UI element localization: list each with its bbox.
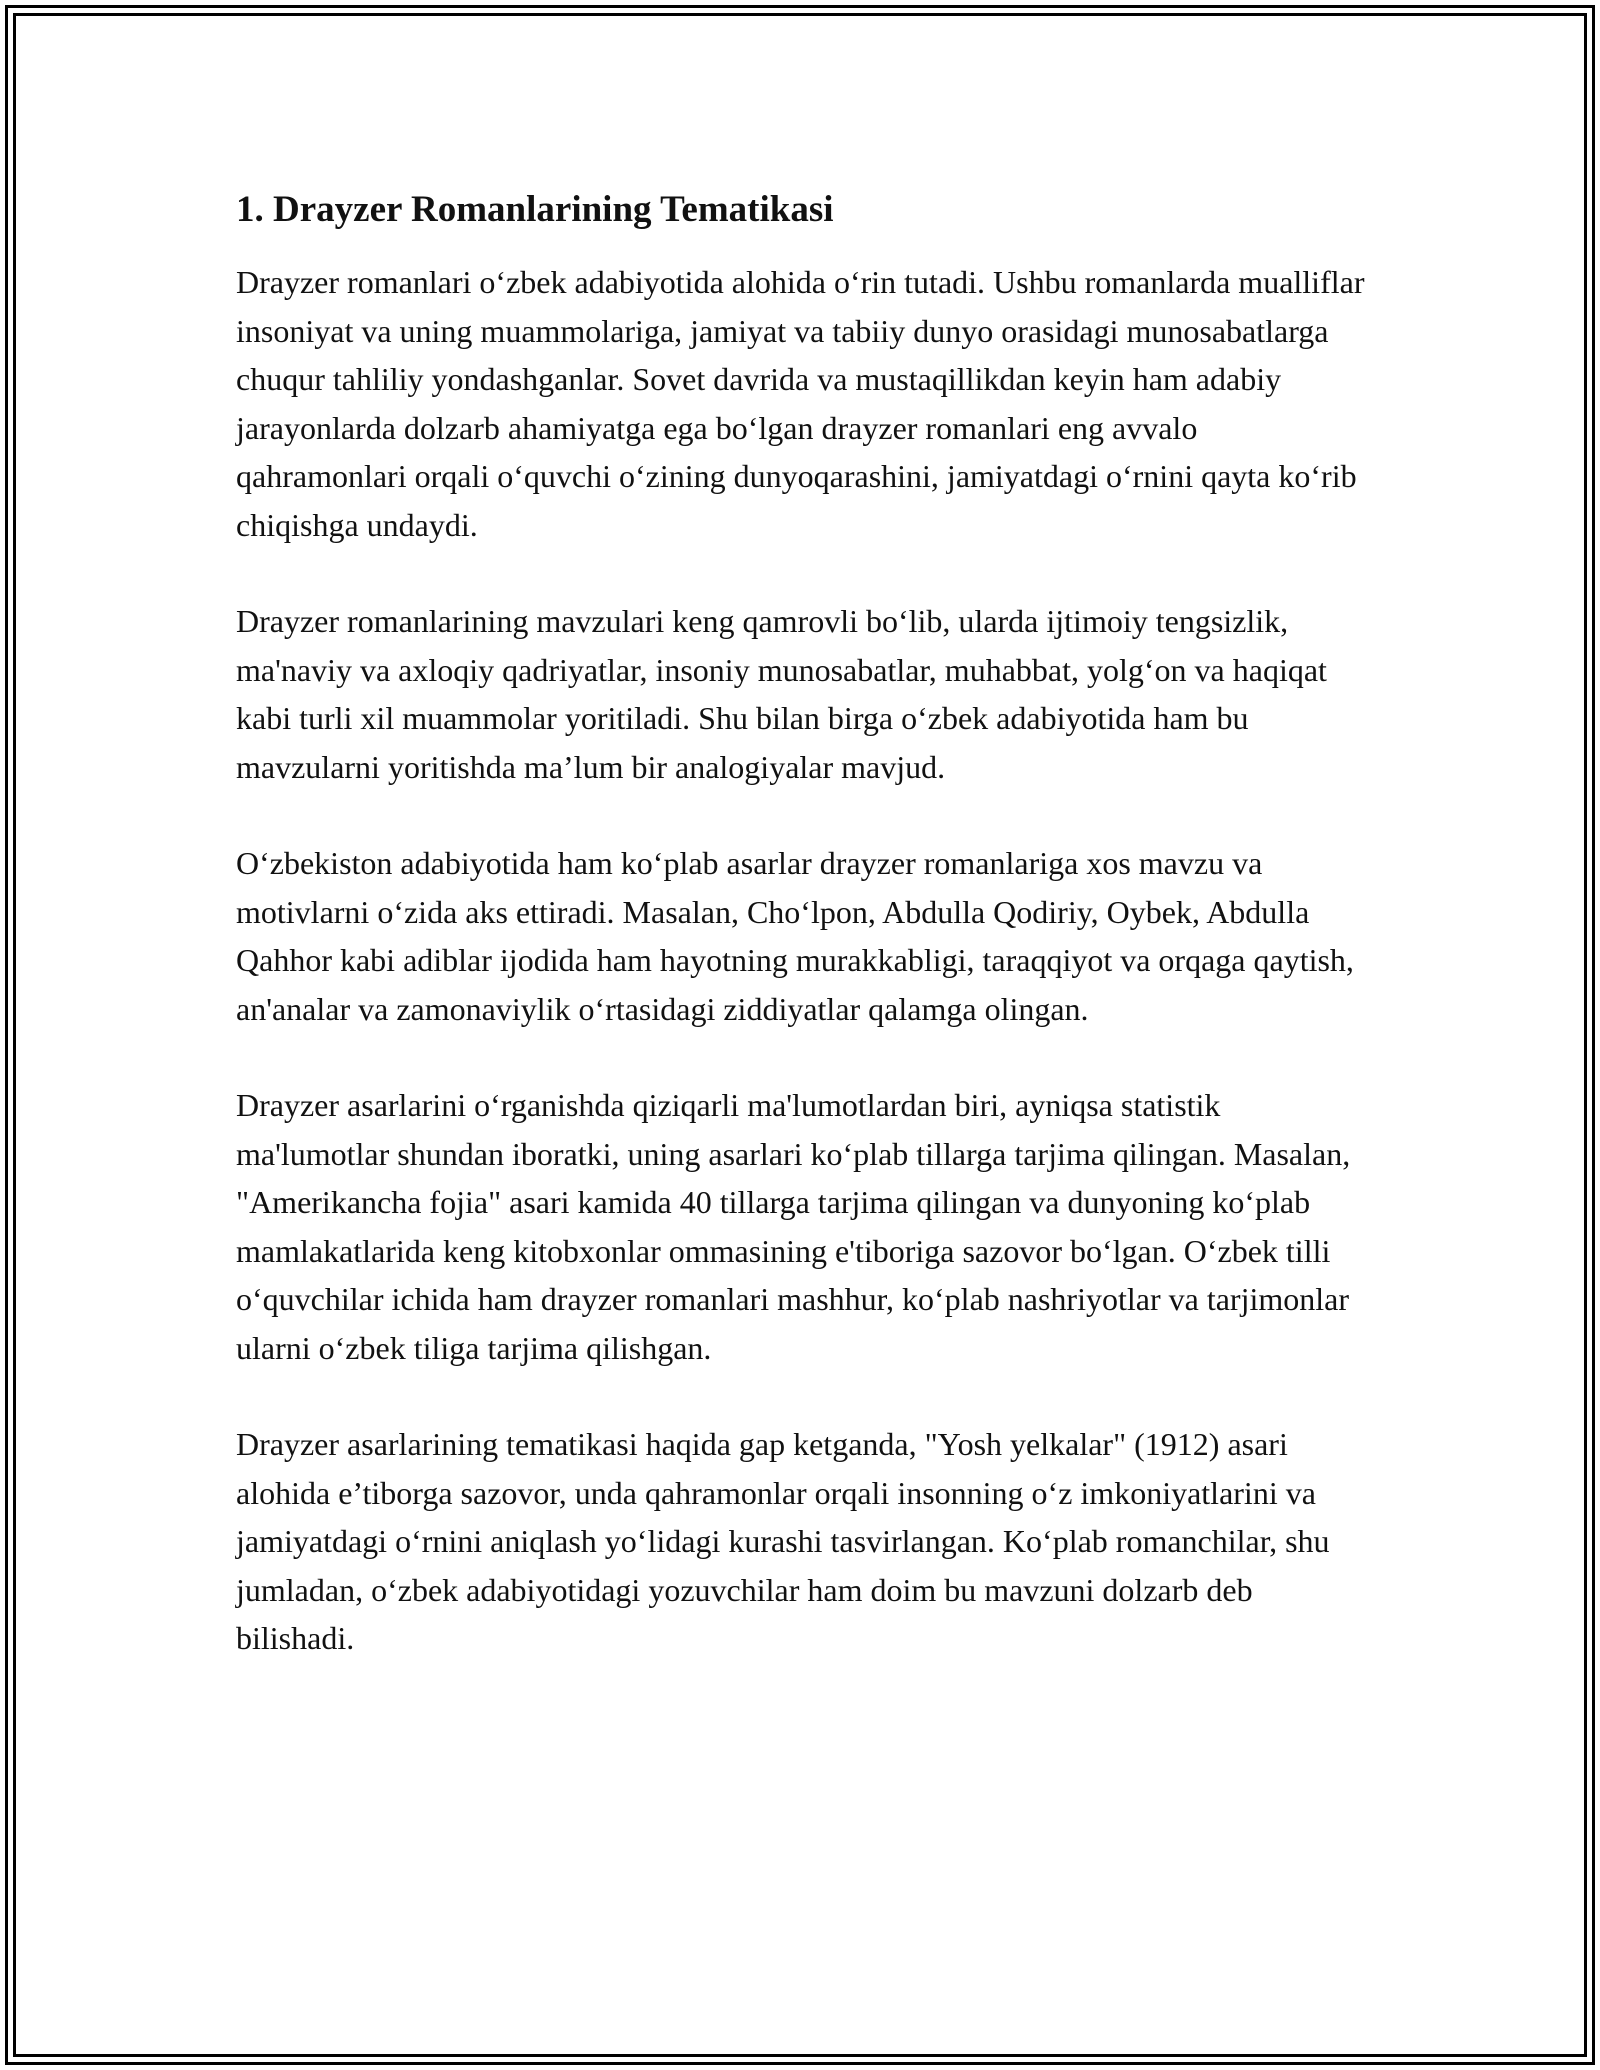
- paragraph-4: Drayzer asarlarini o‘rganishda qiziqarli ma'lumotlardan biri, ayniqsa statistik ma'lumotlar shundan iboratki, uning asarlari ko‘plab tillarga tarjima qilingan. Masalan, "Amerikancha fojia" asari kamida 40 tillarga tarjima qilingan va dunyoning ko‘plab mamlakatlarida keng kitobxonlar ommasining e'tiboriga sazovor bo‘lgan. O‘zbek tilli o‘quvchilar ichida ham drayzer romanlari mashhur, ko‘plab nashriyotlar va tarjimonlar ularni o‘zbek tiliga tarjima qilishgan.: [236, 1087, 1351, 1366]
- section-heading: 1. Drayzer Romanlarining Tematikasi: [236, 189, 834, 230]
- paragraph-1: Drayzer romanlari o‘zbek adabiyotida alohida o‘rin tutadi. Ushbu romanlarda mualliflar insoniyat va uning muammolariga, jamiyat va tabiiy dunyo orasidagi munosabatlarga chuqur tahliliy yondashganlar. Sovet davrida va mustaqillikdan keyin ham adabiy jarayonlarda dolzarb ahamiyatga ega bo‘lgan drayzer romanlari eng avvalo qahramonlari orqali o‘quvchi o‘zining dunyoqarashini, jamiyatdagi o‘rnini qayta ko‘rib chiqishga undaydi.: [236, 264, 1365, 543]
- paragraph-2: Drayzer romanlarining mavzulari keng qamrovli bo‘lib, ularda ijtimoiy tengsizlik, ma'naviy va axloqiy qadriyatlar, insoniy munosabatlar, muhabbat, yolg‘on va haqiqat kabi turli xil muammolar yoritiladi. Shu bilan birga o‘zbek adabiyotida ham bu mavzularni yoritishda ma’lum bir analogiyalar mavjud.: [236, 603, 1327, 785]
- document-body: [236, 186, 1366, 1711]
- paragraph-3: O‘zbekiston adabiyotida ham ko‘plab asarlar drayzer romanlariga xos mavzu va motivlarni o‘zida aks ettiradi. Masalan, Cho‘lpon, Abdulla Qodiriy, Oybek, Abdulla Qahhor kabi adiblar ijodida ham hayotning murakkabligi, taraqqiyot va orqaga qaytish, an'analar va zamonaviylik o‘rtasidagi ziddiyatlar qalamga olingan.: [236, 845, 1354, 1027]
- paragraph-5: Drayzer asarlarining tematikasi haqida gap ketganda, "Yosh yelkalar" (1912) asari alohida e’tiborga sazovor, unda qahramonlar orqali insonning o‘z imkoniyatlarini va jamiyatdagi o‘rnini aniqlash yo‘lidagi kurashi tasvirlangan. Ko‘plab romanchilar, shu jumladan, o‘zbek adabiyotidagi yozuvchilar ham doim bu mavzuni dolzarb deb bilishadi.: [236, 1426, 1330, 1656]
